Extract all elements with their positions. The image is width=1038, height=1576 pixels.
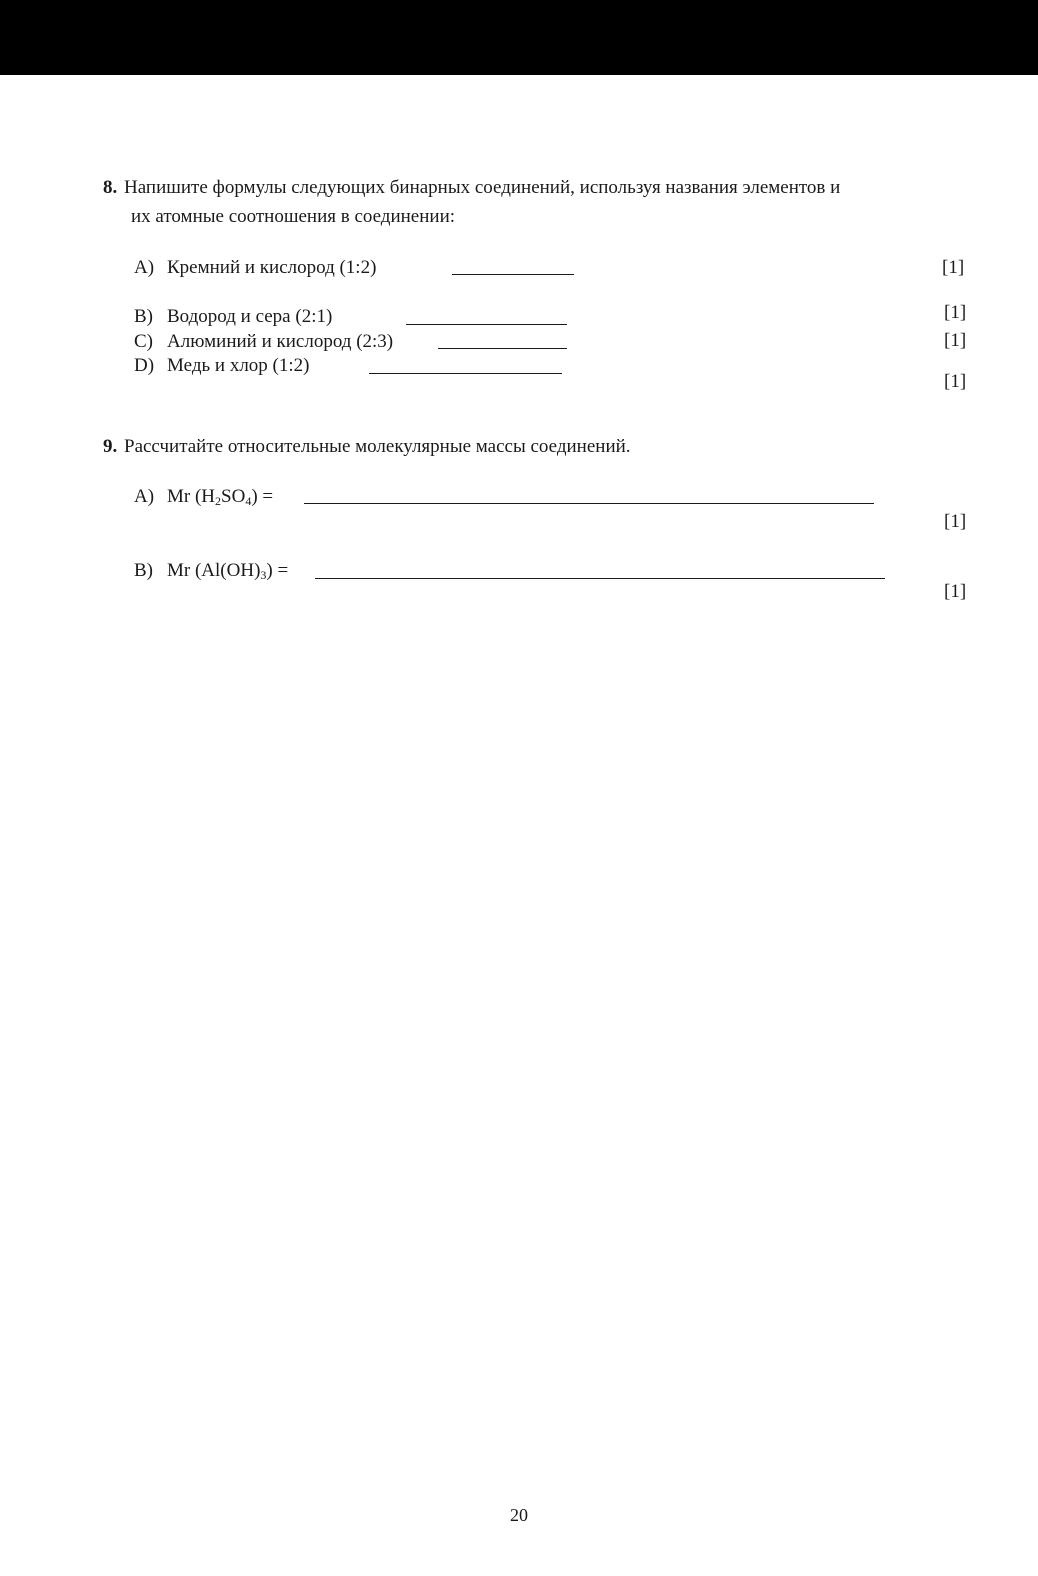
q9-item-a-answer-line[interactable] <box>304 503 874 504</box>
q8-number: 8. <box>103 177 118 198</box>
q8-item-a-mark: [1] <box>942 257 965 278</box>
top-black-bar <box>0 0 1038 75</box>
q8-item-d-text: Медь и хлор (1:2) <box>167 355 310 376</box>
q8-item-a-text: Кремний и кислород (1:2) <box>167 257 377 278</box>
q8-item-c-answer-line[interactable] <box>438 348 567 349</box>
q9-text: Рассчитайте относительные молекулярные массы соединений. <box>124 436 631 457</box>
q8-item-d-mark: [1] <box>944 371 967 392</box>
q9-item-b-answer-line[interactable] <box>315 578 885 579</box>
q8-item-b-letter: B) <box>134 306 153 327</box>
q9-item-a-letter: A) <box>134 486 155 507</box>
q8-item-d-answer-line[interactable] <box>369 373 562 374</box>
q8-item-c-text: Алюминий и кислород (2:3) <box>167 331 394 352</box>
page-number: 20 <box>510 1505 528 1525</box>
q8-item-b-answer-line[interactable] <box>406 324 567 325</box>
q9-item-b-formula: Mr $(Al(OH)_3)$ = <box>167 560 289 582</box>
q8-item-c-letter: C) <box>134 331 153 352</box>
q8-item-a-answer-line[interactable] <box>452 274 574 275</box>
q8-item-b-mark: [1] <box>944 302 967 323</box>
q9-item-a-formula: Mr $(H_2SO_4)$ = <box>167 486 274 508</box>
q9-number: 9. <box>103 436 118 457</box>
q8-item-d-letter: D) <box>134 355 155 376</box>
q8-item-a-letter: A) <box>134 257 155 278</box>
q8-text-line1: Напишите формулы следующих бинарных соединений, используя названия элементов и <box>124 177 841 198</box>
q8-text-line2: их атомные соотношения в соединении: <box>131 206 456 227</box>
q9-item-a-mark: [1] <box>944 511 967 532</box>
q9-item-b-letter: B) <box>134 560 153 581</box>
q8-item-c-mark: [1] <box>944 330 967 351</box>
q8-item-b-text: Водород и сера (2:1) <box>167 306 333 327</box>
q9-item-b-mark: [1] <box>944 581 967 602</box>
